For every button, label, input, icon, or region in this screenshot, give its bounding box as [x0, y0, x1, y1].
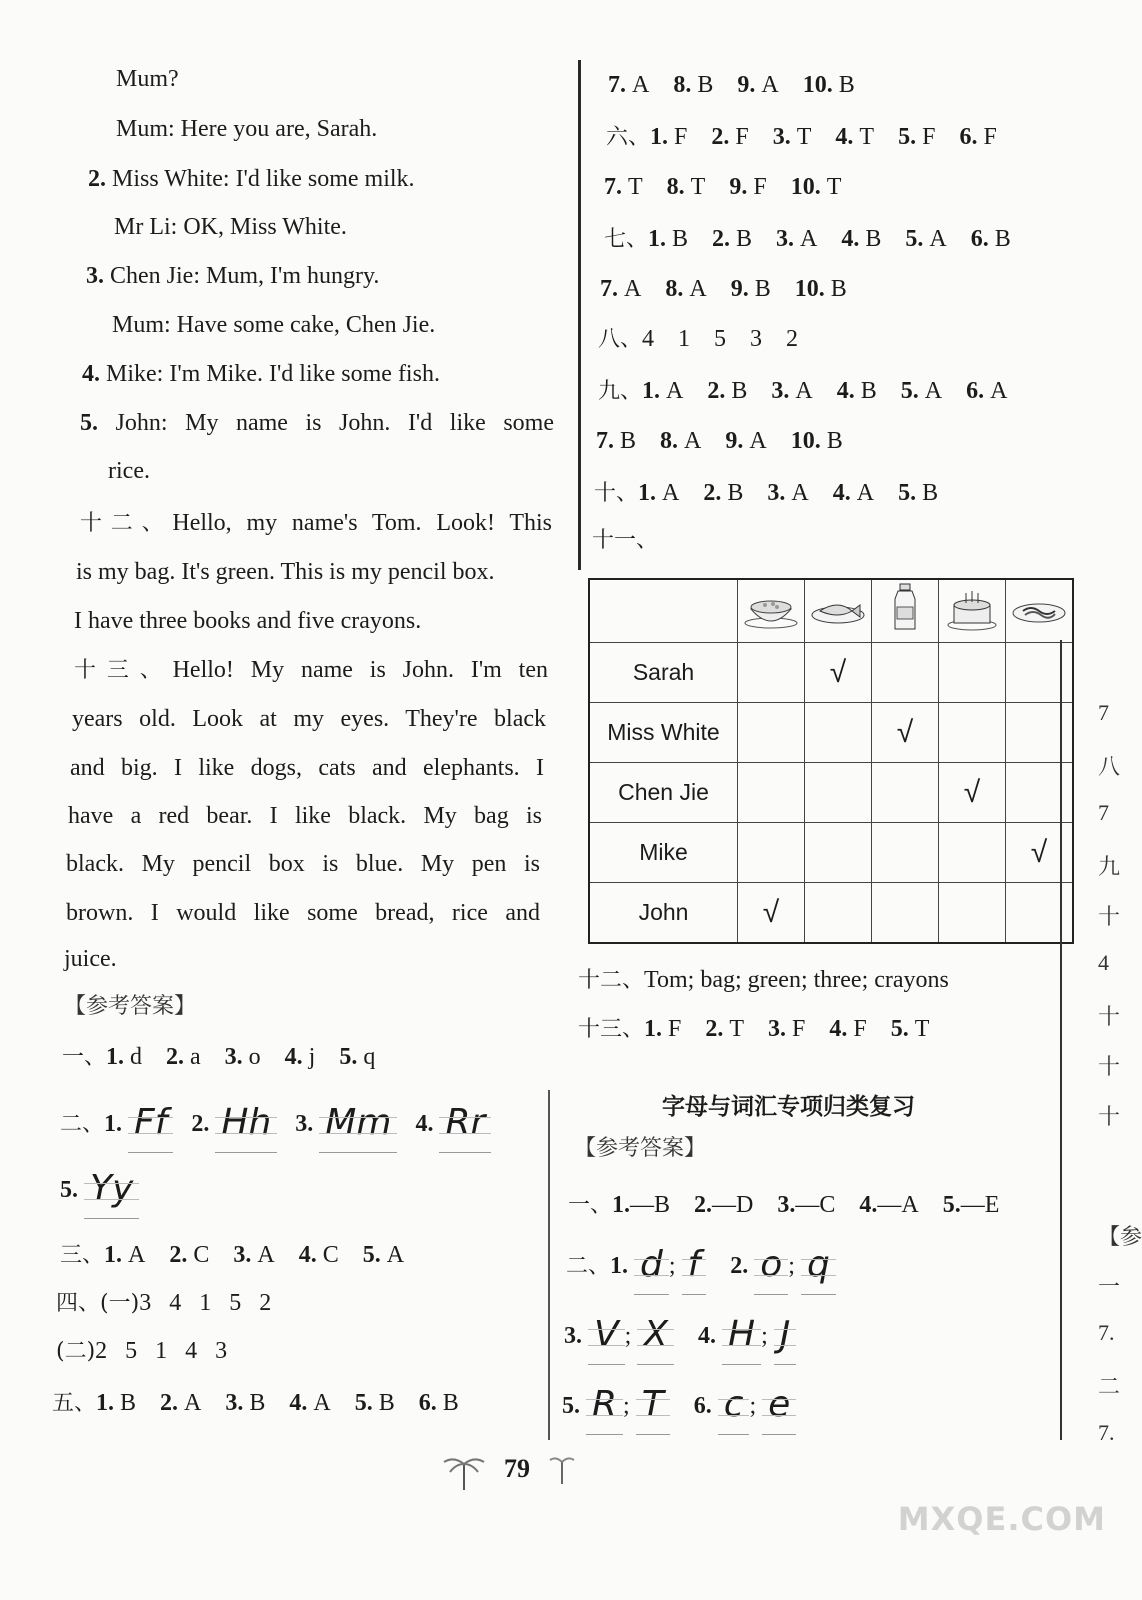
- noodles-plate-icon: [1006, 579, 1074, 643]
- passage-12: 十二、Hello, my name's Tom. Look! This: [80, 510, 552, 536]
- edge-mark: 一: [1098, 1274, 1121, 1299]
- check-cell: [939, 643, 1006, 703]
- edge-mark: 九: [1098, 854, 1121, 879]
- answer-row: 7. A 8. B 9. A 10. B: [608, 72, 855, 98]
- passage-line: black. My pencil box is blue. My pen is: [66, 851, 540, 877]
- food-table: [588, 578, 1074, 944]
- passage-line: and big. I like dogs, cats and elephants. I: [70, 755, 544, 781]
- handwriting: q: [806, 1244, 830, 1285]
- page-number: 79: [504, 1454, 530, 1483]
- passage-line: juice.: [64, 946, 117, 972]
- check-cell: [805, 763, 872, 823]
- edge-mark: 十: [1098, 1054, 1121, 1079]
- check-cell: [738, 643, 805, 703]
- section-heading: 字母与词汇专项归类复习: [662, 1094, 915, 1120]
- answer-row-2: 二、1. Ff 2. Hh 3. Mm 4. Rr: [60, 1098, 491, 1153]
- reference-answers-title: 【参考答案】: [64, 994, 197, 1019]
- answer-row-10: 十、1. A 2. B 3. A 4. A 5. B: [594, 480, 939, 506]
- handwriting: Ff: [134, 1102, 168, 1143]
- answer-row-4b: (二)2 5 1 4 3: [56, 1338, 228, 1364]
- column-divider: [548, 1090, 550, 1440]
- table-row: [589, 823, 1073, 883]
- handwriting: J: [779, 1314, 791, 1355]
- check-cell: [939, 823, 1006, 883]
- answer-row-13: 十三、1. F 2. T 3. F 4. F 5. T: [578, 1016, 930, 1042]
- answer-row-7: 七、1. B 2. B 3. A 4. B 5. A 6. B: [604, 226, 1011, 252]
- edge-mark: 7.: [1098, 1420, 1115, 1445]
- dialog-line: rice.: [108, 458, 150, 484]
- check-cell: [738, 823, 805, 883]
- answer-row-5: 五、1. B 2. A 3. B 4. A 5. B 6. B: [52, 1390, 459, 1416]
- answer-row-6: 六、1. F 2. F 3. T 4. T 5. F 6. F: [606, 124, 997, 150]
- handwriting: Hh: [221, 1102, 272, 1143]
- answer-row-8: 八、4 1 5 3 2: [598, 326, 799, 352]
- handwriting: T: [641, 1384, 664, 1425]
- edge-mark: 八: [1098, 754, 1121, 779]
- passage-line: brown. I would like some bread, rice and: [66, 900, 540, 926]
- handwriting: V: [594, 1314, 619, 1355]
- handwriting: Mm: [325, 1102, 392, 1143]
- handwriting: o: [760, 1244, 783, 1285]
- edge-mark: 十: [1098, 904, 1121, 929]
- table-row: [589, 763, 1073, 823]
- check-cell: √: [1006, 823, 1074, 883]
- check-cell: [1006, 763, 1074, 823]
- row-name: Miss White: [589, 703, 738, 763]
- answer-row-12: 十二、Tom; bag; green; three; crayons: [578, 967, 949, 993]
- rice-bowl-icon: [738, 579, 805, 643]
- passage-line: is my bag. It's green. This is my pencil box.: [76, 559, 495, 585]
- edge-mark: 十: [1098, 1004, 1121, 1029]
- palm-tree-icon: [548, 1452, 576, 1486]
- table-header-row: [589, 579, 1073, 643]
- check-cell: [1006, 883, 1074, 944]
- handwriting: Yy: [90, 1168, 134, 1209]
- answer-row-6b: 7. T 8. T 9. F 10. T: [604, 174, 842, 200]
- handwriting: d: [640, 1244, 663, 1285]
- row-name: Sarah: [589, 643, 738, 703]
- handwriting: H: [727, 1314, 756, 1355]
- dialog-line: Mr Li: OK, Miss White.: [114, 214, 347, 240]
- passage-13: 十三、Hello! My name is John. I'm ten: [74, 657, 548, 683]
- watermark: MXQE.COM: [897, 1500, 1106, 1538]
- row-name: John: [589, 883, 738, 944]
- dialog-line: Mum: Have some cake, Chen Jie.: [112, 312, 436, 338]
- check-cell: [1006, 643, 1074, 703]
- table-row: [589, 883, 1073, 944]
- passage-line: years old. Look at my eyes. They're black: [72, 706, 546, 732]
- check-cell: √: [738, 883, 805, 944]
- answer-row-9b: 7. B 8. A 9. A 10. B: [596, 428, 843, 454]
- passage-line: I have three books and five crayons.: [74, 608, 422, 634]
- check-cell: [738, 703, 805, 763]
- handwriting: e: [768, 1384, 791, 1425]
- check-cell: [872, 763, 939, 823]
- section-11-label: 十一、: [592, 528, 659, 553]
- check-cell: [1006, 703, 1074, 763]
- check-cell: [872, 883, 939, 944]
- edge-mark: 7.: [1098, 1320, 1115, 1345]
- table-row: [589, 643, 1073, 703]
- check-cell: √: [939, 763, 1006, 823]
- answer-row-b2: 二、1. d ; f 2. o ; q: [566, 1240, 836, 1295]
- table-corner-cell: [589, 579, 738, 643]
- edge-mark: 十: [1098, 1104, 1121, 1129]
- check-cell: [805, 703, 872, 763]
- edge-mark: 7: [1098, 800, 1109, 825]
- milk-bottle-icon: [872, 579, 939, 643]
- palm-tree-icon: [442, 1452, 486, 1492]
- check-cell: [805, 883, 872, 944]
- handwriting: c: [723, 1384, 744, 1425]
- answer-row-b2b: 3. V ; X 4. H ; J: [564, 1310, 796, 1365]
- edge-mark: 7: [1098, 700, 1109, 725]
- reference-answers-title: 【参考答案】: [574, 1136, 707, 1161]
- answer-row-9: 九、1. A 2. B 3. A 4. B 5. A 6. A: [598, 378, 1008, 404]
- row-name: Mike: [589, 823, 738, 883]
- handwriting: Rr: [445, 1102, 486, 1143]
- check-cell: √: [872, 703, 939, 763]
- check-cell: [939, 703, 1006, 763]
- dialog-item: 3. Chen Jie: Mum, I'm hungry.: [86, 263, 380, 289]
- dialog-item: 2. Miss White: I'd like some milk.: [88, 166, 415, 192]
- edge-mark: 二: [1098, 1374, 1121, 1399]
- answer-row-4: 四、(一)3 4 1 5 2: [56, 1290, 272, 1316]
- dialog-line: Mum: Here you are, Sarah.: [116, 116, 378, 142]
- answer-row-b1: 一、1.—B 2.—D 3.—C 4.—A 5.—E: [568, 1192, 1000, 1218]
- answer-row-2b: 5. Yy: [60, 1164, 139, 1219]
- right-edge-divider: [1060, 640, 1062, 1440]
- answer-row-3: 三、1. A 2. C 3. A 4. C 5. A: [60, 1242, 405, 1268]
- check-cell: [872, 823, 939, 883]
- dialog-line: Mum?: [116, 66, 179, 92]
- answer-row-b2c: 5. R ; T 6. c ; e: [562, 1380, 796, 1435]
- handwriting: f: [687, 1244, 701, 1285]
- dialog-item: 4. Mike: I'm Mike. I'd like some fish.: [82, 361, 440, 387]
- cake-icon: [939, 579, 1006, 643]
- dialog-item: 5. John: My name is John. I'd like some: [80, 410, 554, 436]
- answer-row-1: 一、1. d 2. a 3. o 4. j 5. q: [62, 1044, 376, 1070]
- table-row: [589, 703, 1073, 763]
- handwriting: X: [643, 1314, 668, 1355]
- edge-mark: 【参: [1098, 1224, 1142, 1249]
- check-cell: [939, 883, 1006, 944]
- check-cell: √: [805, 643, 872, 703]
- handwriting: R: [592, 1384, 618, 1425]
- passage-line: have a red bear. I like black. My bag is: [68, 803, 542, 829]
- fish-plate-icon: [805, 579, 872, 643]
- column-divider: [578, 60, 581, 570]
- row-name: Chen Jie: [589, 763, 738, 823]
- answer-row-7b: 7. A 8. A 9. B 10. B: [600, 276, 847, 302]
- check-cell: [805, 823, 872, 883]
- check-cell: [872, 643, 939, 703]
- check-cell: [738, 763, 805, 823]
- edge-mark: 4: [1098, 950, 1109, 975]
